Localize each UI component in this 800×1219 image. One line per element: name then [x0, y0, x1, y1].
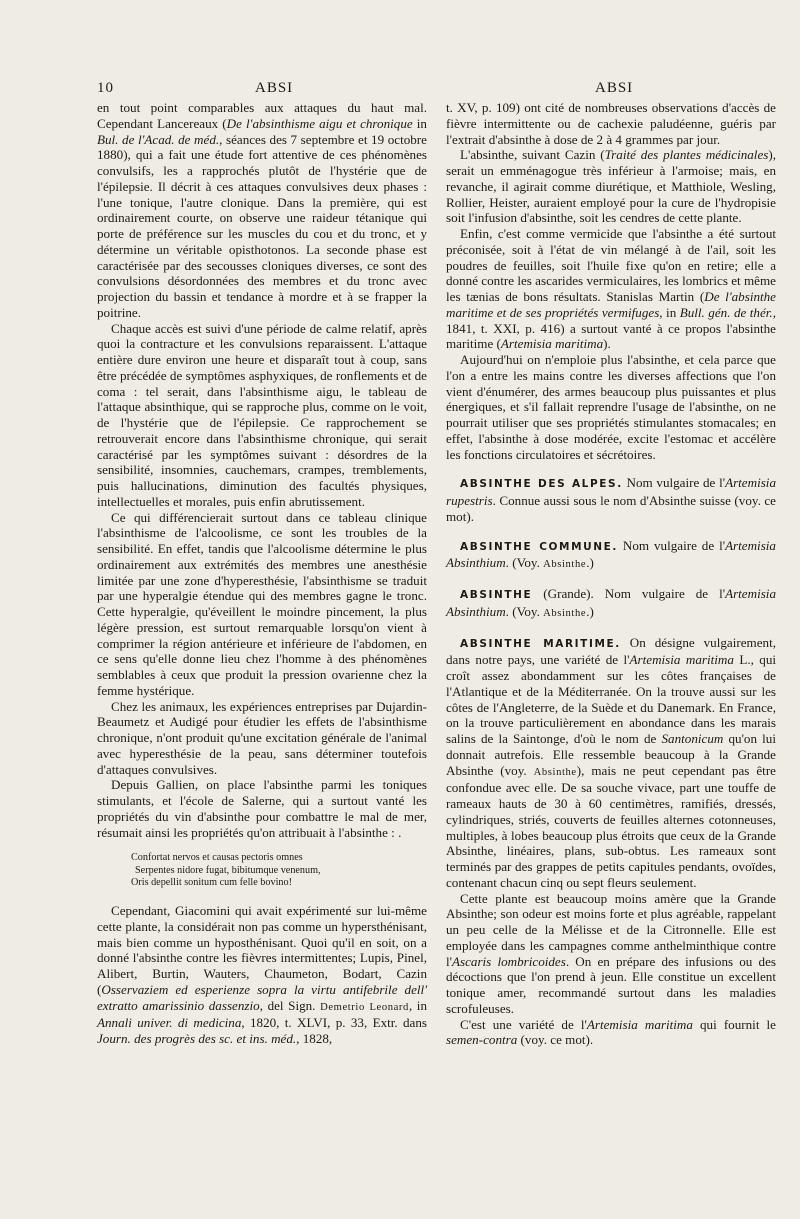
entry-headword: ABSINTHE COMMUNE.	[460, 540, 618, 553]
entry-headword: ABSINTHE MARITIME.	[460, 637, 621, 650]
verse-line: Oris depellit sonitum cum felle bovino!	[131, 876, 292, 888]
dictionary-entry: ABSINTHE DES ALPES. Nom vulgaire de l'Artemisia rupestris. Connue aussi sous le nom d'Absinthe suisse (voy. ce mot).	[446, 475, 776, 524]
right-column	[446, 100, 776, 1048]
paragraph: en tout point comparables aux attaques du haut mal. Cependant Lancereaux (De l'absinthisme aigu et chronique in Bul. de l'Acad. de méd., séances des 7 septembre et 19 octobre 1880), qui a fait une étude fort attentive de ces phénomènes convulsifs, les a rapprochés plutôt de l'hystérie que de l'épilepsie. Il décrit à ces attaques convulsives deux phases : l'une tonique, l'autre clonique. Dans la première, qui est ordinairement courte, on observe une raideur tétanique qui porte de préférence sur les muscles du cou et du tronc, et y détermine un véritable opisthotonos. La seconde phase est caractérisée par des secousses cloniques diverses, ce sont des convulsions désordonnées des membres et du tronc avec projection du bassin et tendance à mordre et à se frapper la poitrine.	[97, 100, 427, 320]
paragraph: C'est une variété de l'Artemisia maritima qui fournit le semen-contra (voy. ce mot).	[446, 1016, 776, 1048]
running-head	[97, 80, 703, 100]
dictionary-entry: ABSINTHE (Grande). Nom vulgaire de l'Artemisia Absinthium. (Voy. Absinthe.)	[446, 586, 776, 619]
entry-headword: ABSINTHE	[460, 589, 533, 601]
entry-headword: ABSINTHE DES ALPES.	[460, 478, 623, 491]
paragraph: Cette plante est beaucoup moins amère que la Grande Absinthe; son odeur est moins forte et plus agréable, rappelant un peu celle de la Mélisse et de la Citronnelle. Elle est employée dans les campagnes comme anthelminthique contre l'Ascaris lombricoides. On en prépare des infusions ou des décoctions que l'on prend à jeun. Elle constitue un excellent tonique amer, recommandé surtout dans les maladies scrofuleuses.	[446, 890, 776, 1016]
paragraph: t. XV, p. 109) ont cité de nombreuses observations d'accès de fièvre intermittente ou de cachexie paludéenne, guéris par l'extrait d'absinthe à dose de 2 à 4 grammes par jour.	[446, 100, 776, 147]
running-head-right-word: ABSI	[595, 80, 634, 96]
latin-verse-quote	[131, 852, 427, 889]
running-head-left-word: ABSI	[255, 80, 294, 96]
dictionary-entry: ABSINTHE MARITIME. On désigne vulgairement, dans notre pays, une variété de l'Artemisia maritima L., qui croît assez abondamment sur les côtes françaises de l'Atlantique et de la Méditerranée. On la trouve aussi sur les côtes de l'Angleterre, de la Suède et du Danemark. En France, on la trouve particulièrement en abondance dans les marais salins de la Saintonge, d'où le nom de Santonicum qu'on lui donnait autrefois. Elle ressemble beaucoup à la Grande Absinthe (voy. Absinthe), mais ne peut cependant pas être confondue avec elle. De sa souche vivace, part une touffe de rameaux hauts de 30 à 60 centimètres, ramifiés, dressés, cylindriques, striés, couverts de feuilles alternes cotonneuses, multiples, à lobes beaucoup plus étroits que ceux de la Grande Absinthe, linéaires, plans, sub-obtus. Les rameaux sont terminés par des grappes de petits capitules pendants, ovoïdes, contenant chacun cinq ou sept fleurs seulement.	[446, 634, 777, 890]
paragraph: Enfin, c'est comme vermicide que l'absinthe a été surtout préconisée, soit à l'état de vin mélangé à de l'ail, soit les poudres de feuilles, soit l'huile fixe qu'on en retire; elle a donné contre les ascarides vermiculaires, les lombrics et même les tænias de bons résultats. Stanislas Martin (De l'absinthe maritime et de ses propriétés vermifuges, in Bull. gén. de thér., 1841, t. XXI, p. 416) a surtout vanté à ce propos l'absinthe maritime (Artemisia maritima).	[446, 226, 776, 352]
left-column	[97, 100, 427, 1047]
verse-line: Serpentes nidore fugat, bibitumque venenum,	[135, 864, 321, 876]
paragraph: L'absinthe, suivant Cazin (Traité des plantes médicinales), serait un emménagogue très inférieur à l'armoise; mais, en revanche, il agirait comme diurétique, et Matthiole, Wesling, Rollier, Heister, auraient employé pour la cure de l'hydropisie soit l'infusion d'absinthe, soit les cendres de cette plante.	[446, 147, 776, 226]
paragraph: Depuis Gallien, on place l'absinthe parmi les toniques stimulants, et l'école de Salerne, qui a surtout vanté les propriétés du vin d'absinthe pour combattre le mal de mer, résumait ainsi les propriétés qu'on attribuait à l'absinthe : .	[97, 777, 427, 840]
paragraph: Cependant, Giacomini qui avait expérimenté sur lui-même cette plante, la considérait non pas comme un hypersthénisant, mais bien comme un hyposthénisant. Quoi qu'il en soit, on a donné l'absinthe contre les fièvres intermittentes; Lupis, Pinel, Alibert, Burtin, Wauters, Chaumeton, Bodart, Cazin (Osservaziem ed esperienze sopra la virtu antifebrile dell' extratto amarissinio dassenzio, del Sign. Demetrio Leonard, in Annali univer. di medicina, 1820, t. XLVI, p. 33, Extr. dans Journ. des progrès des sc. et ins. méd., 1828,	[97, 903, 427, 1047]
paragraph: Aujourd'hui on n'emploie plus l'absinthe, et cela parce que l'on a entre les mains contre les diverses affections que l'on vient d'énumérer, des armes beaucoup plus puissantes et plus énergiques, et s'il fallait reprendre l'usage de l'absinthe, on ne pourrait utiliser que ses propriétés stimulantes stomacales; en effet, l'absinthe à dose modérée, excite l'estomac et accélère les fonctions circulatoires et sécrétoires.	[446, 352, 776, 462]
dictionary-entry: ABSINTHE COMMUNE. Nom vulgaire de l'Artemisia Absinthium. (Voy. Absinthe.)	[446, 537, 776, 571]
page-number: 10	[97, 80, 114, 96]
paragraph: Ce qui différencierait surtout dans ce tableau clinique l'absinthisme de l'alcoolisme, ce sont les troubles de la sensibilité. En effet, tandis que l'alcoolisme détermine le plus ordinairement aux extrémités des membres une anesthésie limitée par une zone d'hyperesthésie, l'absinthisme se traduit par une hyperalgie étendue qui des membres gagne le tronc. Cette hyperalgie, qu'éveillent le moindre pincement, la plus légère pression, est surtout remarquable lorsqu'on vient à comprimer la région antérieure et inférieure de l'abdomen, en ce sens qu'elle donne lieu chez l'homme à des phénomènes semblables à ceux que produit la pression ovarienne chez la femme hystérique.	[97, 509, 427, 698]
verse-line: Confortat nervos et causas pectoris omnes	[131, 852, 303, 864]
paragraph: Chaque accès est suivi d'une période de calme relatif, après quoi la contracture et les convulsions reparaissent. L'attaque entière dure environ une heure et disparaît tout à coup, sans être précédée de symptômes asphyxiques, de ronflements et de coma : tel serait, dans l'absinthisme aigu, le tableau de l'attaque absinthique, qui se rapproche plus, comme on le voit, de l'hystérie que de l'épilepsie. Ce rapprochement se retrouverait encore dans l'absinthisme chronique, qui serait caractérisé par les symptômes suivant : désordres de la sensibilité, insomnies, cauchemars, crampes, tremblements, puis hallucinations, diminution des facultés physiques, intellectuelles et morales, puis enfin abrutissement.	[97, 320, 427, 509]
paragraph: Chez les animaux, les expériences entreprises par Dujardin-Beaumetz et Audigé pour étudier les effets de l'absinthisme chronique, n'ont produit qu'une excitation générale de l'animal avec hyperesthésie de la peau, sans déterminer toutefois d'attaques convulsives.	[97, 698, 427, 777]
